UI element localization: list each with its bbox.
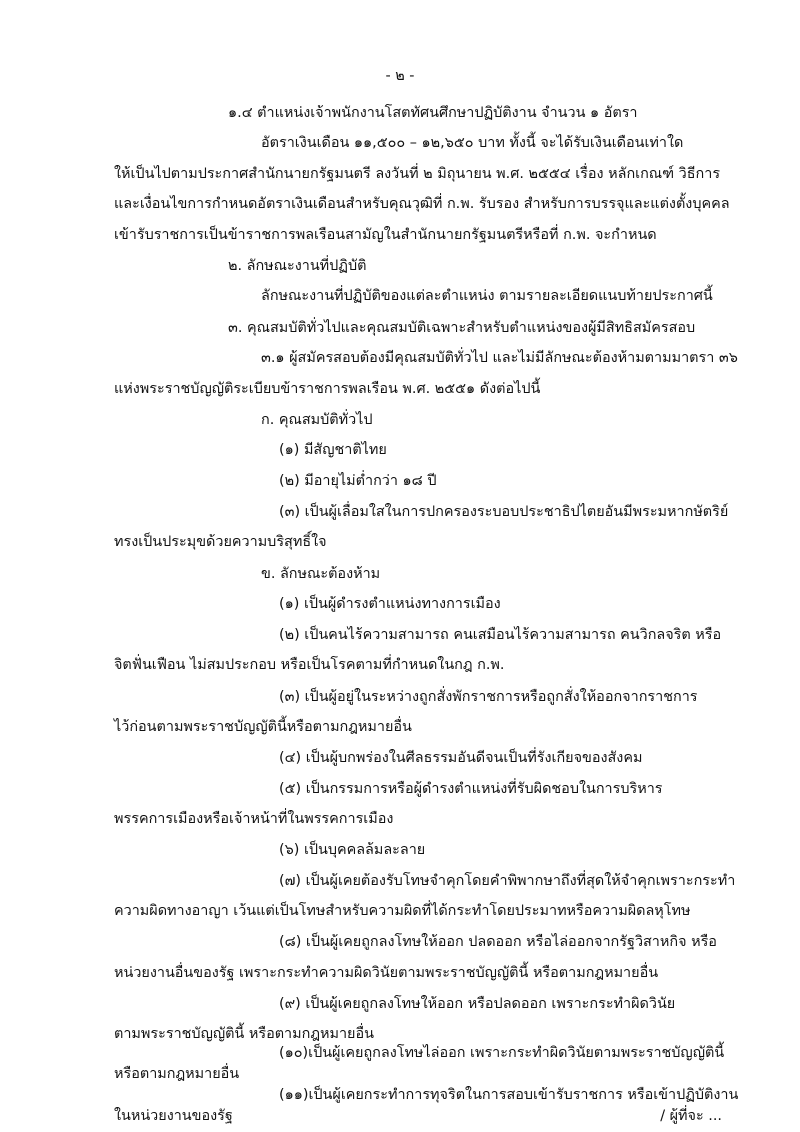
continuation-marker: / ผู้ที่จะ ... [660,1108,722,1124]
general-qualifications-title: ก. คุณสมบัติทั่วไป [261,412,373,428]
prohibited-line: (๒) เป็นคนไร้ความสามารถ คนเสมือนไร้ความสามารถ คนวิกลจริต หรือ [279,627,722,643]
prohibited-line: ไว้ก่อนตามพระราชบัญญัตินี้หรือตามกฎหมายอื่น [114,719,412,735]
prohibited-line: (๕) เป็นกรรมการหรือผู้ดำรงตำแหน่งที่รับผิดชอบในการบริหาร [279,781,663,797]
prohibited-line: (๑) เป็นผู้ดำรงตำแหน่งทางการเมือง [279,596,501,612]
prohibited-line: พรรคการเมืองหรือเจ้าหน้าที่ในพรรคการเมือง [114,811,394,827]
general-item: ทรงเป็นประมุขด้วยความบริสุทธิ์ใจ [114,534,327,550]
section-1-4-line: เข้ารับราชการเป็นข้าราชการพลเรือนสามัญในสำนักนายกรัฐมนตรีหรือที่ ก.พ. จะกำหนด [114,227,657,243]
prohibited-line: หน่วยงานอื่นของรัฐ เพราะกระทำความผิดวินัยตามพระราชบัญญัตินี้ หรือตามกฎหมายอื่น [114,965,659,981]
section-1-4-line: อัตราเงินเดือน ๑๑,๕๐๐ – ๑๒,๖๕๐ บาท ทั้งนี้ จะได้รับเงินเดือนเท่าใด [261,135,684,151]
page-number: - ๒ - [385,68,415,84]
prohibited-line: (๑๑)เป็นผู้เคยกระทำการทุจริตในการสอบเข้ารับราชการ หรือเข้าปฏิบัติงาน [279,1087,739,1103]
prohibited-line: (๙) เป็นผู้เคยถูกลงโทษให้ออก หรือปลดออก เพราะกระทำผิดวินัย [279,996,676,1012]
prohibited-line: (๓) เป็นผู้อยู่ในระหว่างถูกสั่งพักราชการหรือถูกสั่งให้ออกจากราชการ [279,689,698,705]
prohibited-line: (๑๐)เป็นผู้เคยถูกลงโทษไล่ออก เพราะกระทำผิดวินัยตามพระราชบัญญัตินี้ [279,1045,725,1061]
prohibited-line: (๖) เป็นบุคคลล้มละลาย [279,842,426,858]
general-item: (๑) มีสัญชาติไทย [279,442,387,458]
section-3-1-line: แห่งพระราชบัญญัติระเบียบข้าราชการพลเรือน พ.ศ. ๒๕๕๑ ดังต่อไปนี้ [114,381,541,397]
prohibited-line: ในหน่วยงานของรัฐ [114,1108,233,1124]
section-1-4-title: ๑.๔ ตำแหน่งเจ้าพนักงานโสตทัศนศึกษาปฏิบัติงาน จำนวน ๑ อัตรา [228,105,638,121]
general-item: (๓) เป็นผู้เลื่อมใสในการปกครองระบอบประชาธิปไตยอันมีพระมหากษัตริย์ [279,504,729,520]
section-2-title: ๒. ลักษณะงานที่ปฏิบัติ [228,258,367,274]
prohibited-line: ความผิดทางอาญา เว้นแต่เป็นโทษสำหรับความผิดที่ได้กระทำโดยประมาทหรือความผิดลหุโทษ [114,903,691,919]
prohibited-line: จิตฟั่นเฟือน ไม่สมประกอบ หรือเป็นโรคตามที่กำหนดในกฎ ก.พ. [114,657,505,673]
section-1-4-line: ให้เป็นไปตามประกาศสำนักนายกรัฐมนตรี ลงวันที่ ๒ มิถุนายน พ.ศ. ๒๕๕๔ เรื่อง หลักเกณฑ์ วิธีการ [114,166,721,182]
section-3-1-line: ๓.๑ ผู้สมัครสอบต้องมีคุณสมบัติทั่วไป และไม่มีลักษณะต้องห้ามตามมาตรา ๓๖ [261,350,738,366]
prohibited-line: (๔) เป็นผู้บกพร่องในศีลธรรมอันดีจนเป็นที่รังเกียจของสังคม [279,750,643,766]
prohibited-line: (๘) เป็นผู้เคยถูกลงโทษให้ออก ปลดออก หรือไล่ออกจากรัฐวิสาหกิจ หรือ [279,934,717,950]
general-item: (๒) มีอายุไม่ต่ำกว่า ๑๘ ปี [279,473,437,489]
prohibited-line: หรือตามกฎหมายอื่น [114,1066,240,1082]
prohibited-line: (๗) เป็นผู้เคยต้องรับโทษจำคุกโดยคำพิพากษาถึงที่สุดให้จำคุกเพราะกระทำ [279,873,736,889]
section-2-body: ลักษณะงานที่ปฏิบัติของแต่ละตำแหน่ง ตามรายละเอียดแนบท้ายประกาศนี้ [261,288,713,304]
section-1-4-line: และเงื่อนไขการกำหนดอัตราเงินเดือนสำหรับคุณวุฒิที่ ก.พ. รับรอง สำหรับการบรรจุและแต่งตั้งบุคคล [114,196,730,212]
section-3-title: ๓. คุณสมบัติทั่วไปและคุณสมบัติเฉพาะสำหรับตำแหน่งของผู้มีสิทธิสมัครสอบ [228,320,696,336]
prohibited-title: ข. ลักษณะต้องห้าม [261,566,381,582]
prohibited-line: ตามพระราชบัญญัตินี้ หรือตามกฎหมายอื่น [114,1026,374,1042]
